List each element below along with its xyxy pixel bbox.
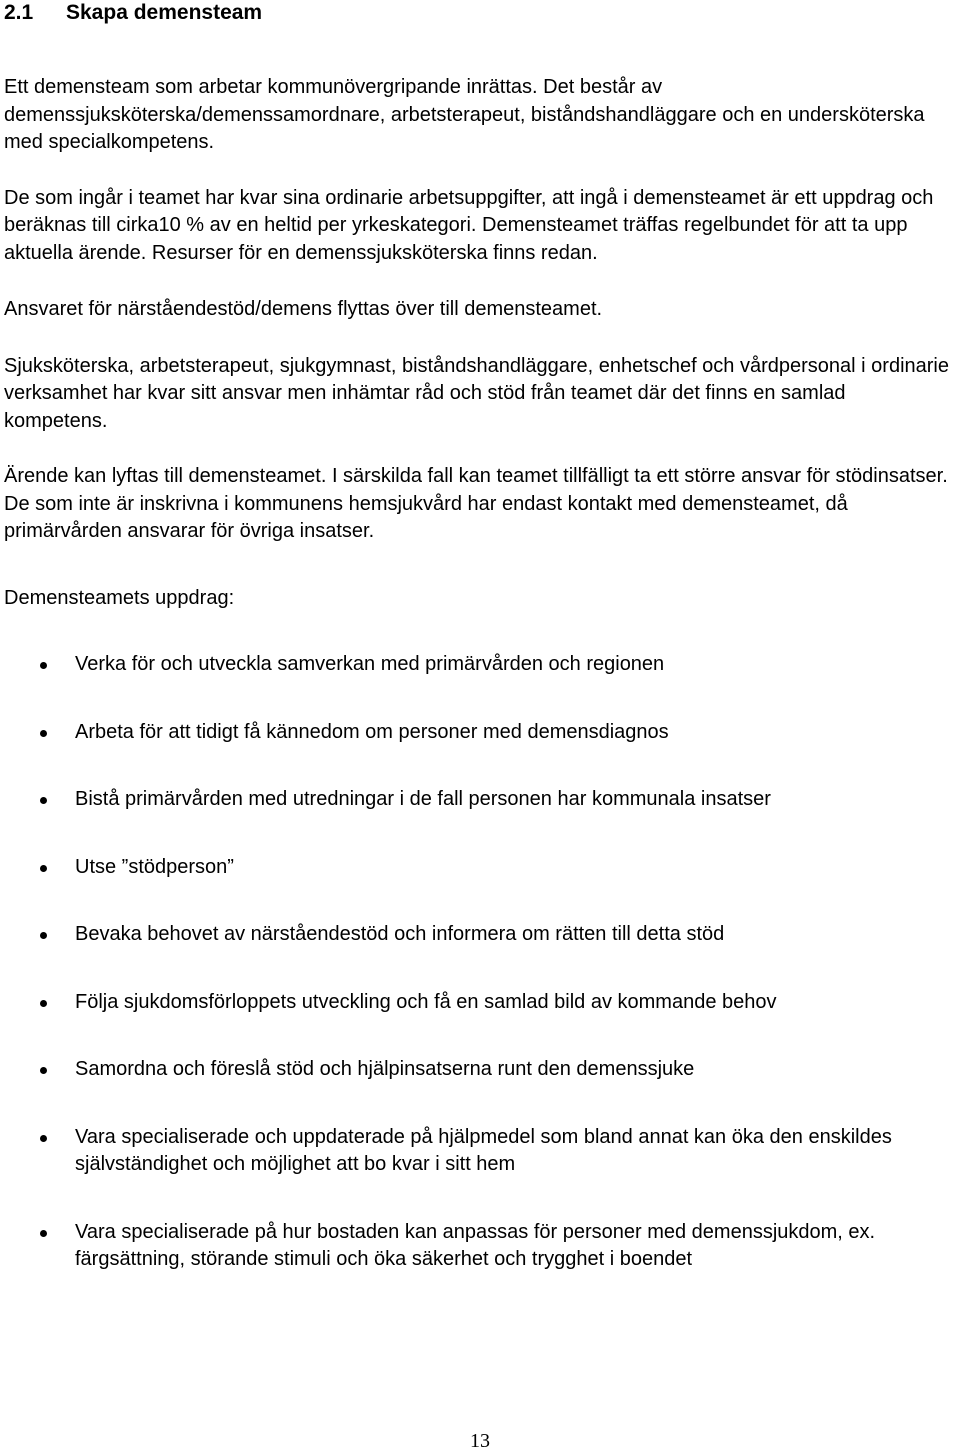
section-heading [4,0,954,30]
section-number: 2.1 [4,1,34,24]
bullet-icon [40,1230,47,1237]
mission-task-list [4,651,954,1274]
list-item-text: Bevaka behovet av närståendestöd och informera om rätten till detta stöd [75,923,725,945]
bullet-icon [40,865,47,872]
paragraph-mission-heading: Demensteamets uppdrag: [4,586,235,609]
list-item [4,1124,954,1179]
list-item-text: Arbeta för att tidigt få kännedom om personer med demensdiagnos [75,720,669,743]
list-item [4,1056,954,1084]
list-item-text: Vara specialiserade på hur bostaden kan anpassas för personer med demenssjukdom, ex. färgsättning, störande stimuli och öka säkerhet och trygghet i boendet [75,1220,876,1270]
bullet-icon [40,730,47,737]
list-item [4,854,954,882]
bullet-icon [40,932,47,939]
bullet-icon [40,1000,47,1007]
list-item-text: Utse ”stödperson” [75,855,234,878]
bullet-icon [40,662,47,669]
bullet-icon [40,1135,47,1142]
list-item [4,921,954,949]
list-item-text: Följa sjukdomsförloppets utveckling och få en samlad bild av kommande behov [75,990,777,1013]
list-item [4,989,954,1017]
paragraph-responsibility-transfer: Ansvaret för närståendestöd/demens flyttas över till demensteamet. [4,298,603,320]
list-item-text: Vara specialiserade och uppdaterade på hjälpmedel som bland annat kan öka den enskildes självständighet och möjlighet att bo kvar i sitt hem [75,1125,892,1175]
paragraph-case-handling: Ärende kan lyftas till demensteamet. I särskilda fall kan teamet tillfälligt ta ett större ansvar för stödinsatser. De som inte är inskrivna i kommunens hemsjukvård har endast kontakt med demensteamet, då primärvården ansvarar för övriga insatser. [4,465,948,542]
bullet-icon [40,797,47,804]
list-item [4,719,954,747]
section-title: Skapa demensteam [66,1,263,24]
list-item [4,651,954,679]
bullet-icon [40,1067,47,1074]
paragraph-ordinary-staff: Sjuksköterska, arbetsterapeut, sjukgymnast, biståndshandläggare, enhetschef och vårdpersonal i ordinarie verksamhet har kvar sitt ansvar men inhämtar råd och stöd från teamet där det finns en samlad kompetens. [4,354,949,432]
page-number: 13 [470,1430,490,1452]
paragraph-team-assignment: De som ingår i teamet har kvar sina ordinarie arbetsuppgifter, att ingå i demensteamet är ett uppdrag och beräknas till cirka10 % av en heltid per yrkeskategori. Demensteamet träffas regelbundet för att ta upp aktuella ärende. Resurser för en demenssjuksköterska finns redan. [4,186,934,264]
list-item [4,1219,954,1274]
list-item-text: Bistå primärvården med utredningar i de fall personen har kommunala insatser [75,788,771,810]
list-item-text: Samordna och föreslå stöd och hjälpinsatserna runt den demenssjuke [75,1058,695,1080]
paragraph-team-composition: Ett demensteam som arbetar kommunövergripande inrättas. Det består av demenssjuksköterska/demenssamordnare, arbetsterapeut, biståndshandläggare och en undersköterska med specialkompetens. [4,76,925,153]
list-item-text: Verka för och utveckla samverkan med primärvården och regionen [75,653,665,675]
list-item [4,786,954,814]
